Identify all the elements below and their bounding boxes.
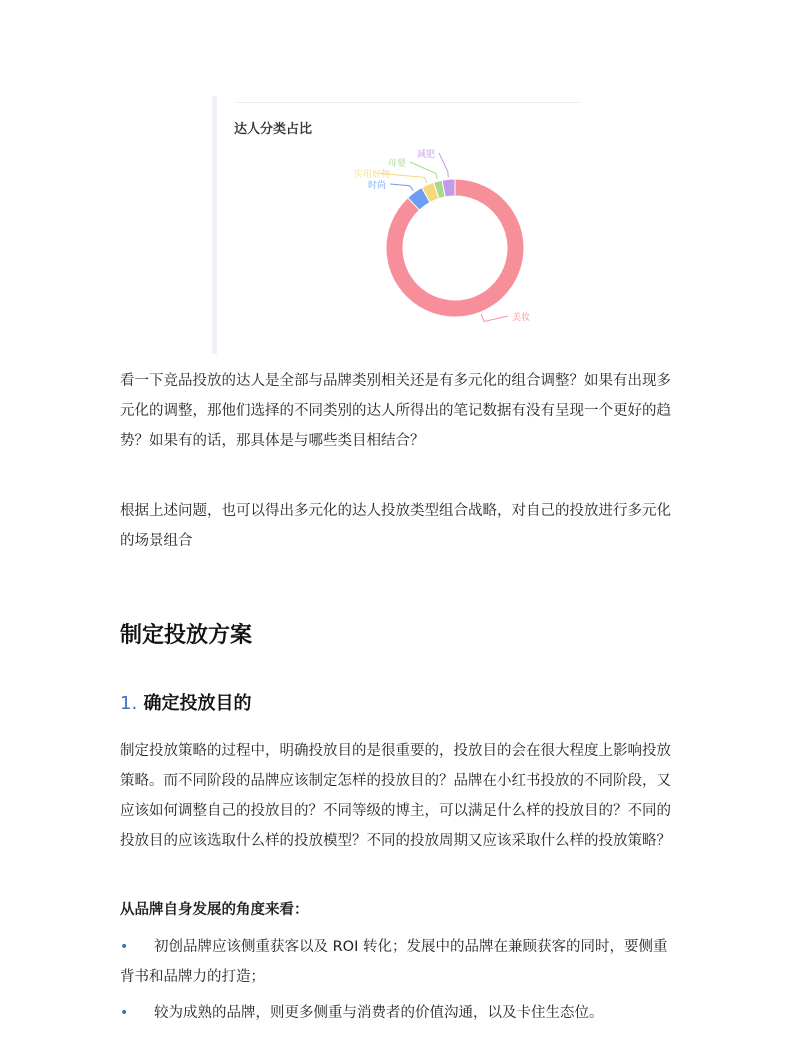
slice-label-4: 减肥 (417, 150, 436, 160)
leader-line-0 (481, 314, 508, 321)
donut-slice-0 (386, 179, 524, 317)
subsection-title: 确定投放目的 (143, 693, 252, 714)
subsection-heading (120, 688, 251, 720)
bullet-item (120, 998, 680, 1028)
leader-line-1 (390, 184, 413, 191)
subsection-number: 1. (120, 693, 138, 714)
donut-chart (212, 96, 584, 354)
bullet-text: 较为成熟的品牌，则更多侧重与消费者的价值沟通，以及卡住生态位。 (154, 1005, 604, 1021)
paragraph-strategy: 根据上述问题，也可以得出多元化的达人投放类型组合战略，对自己的投放进行多元化的场景组合 (120, 503, 671, 549)
bullet-dot: • (120, 1005, 129, 1021)
chart-card (212, 96, 584, 354)
leader-line-4 (439, 153, 448, 177)
bold-subheading: 从品牌自身发展的角度来看： (120, 902, 309, 918)
paragraph-purpose: 制定投放策略的过程中，明确投放目的是很重要的，投放目的会在很大程度上影响投放策略。而不同阶段的品牌应该制定怎样的投放目的？品牌在小红书投放的不同阶段，又应该如何调整自己的投放目的？不同等级的博主，可以满足什么样的投放目的？不同的投放目的应该选取什么样的投放模型？不同的投放周期又应该采取什么样的投放策略？ (120, 743, 671, 849)
slice-label-0: 美妆 (512, 313, 531, 323)
paragraph-competitor-analysis: 看一下竞品投放的达人是全部与品牌类别相关还是有多元化的组合调整？如果有出现多元化的调整，那他们选择的不同类别的达人所得出的笔记数据有没有呈现一个更好的趋势？如果有的话，那具体是与哪些类目相结合？ (120, 373, 671, 449)
slice-label-1: 时尚 (368, 181, 387, 191)
bullet-item (120, 932, 680, 992)
slice-label-3: 母婴 (388, 159, 407, 169)
bullet-text: 初创品牌应该侧重获客以及 ROI 转化；发展中的品牌在兼顾获客的同时，要侧重背书和品牌力的打造； (120, 939, 668, 985)
bullet-dot: • (120, 939, 129, 955)
chart-title: 达人分类占比 (234, 122, 313, 137)
slice-label-2: 实用好物 (354, 170, 391, 180)
section-heading: 制定投放方案 (120, 623, 253, 648)
